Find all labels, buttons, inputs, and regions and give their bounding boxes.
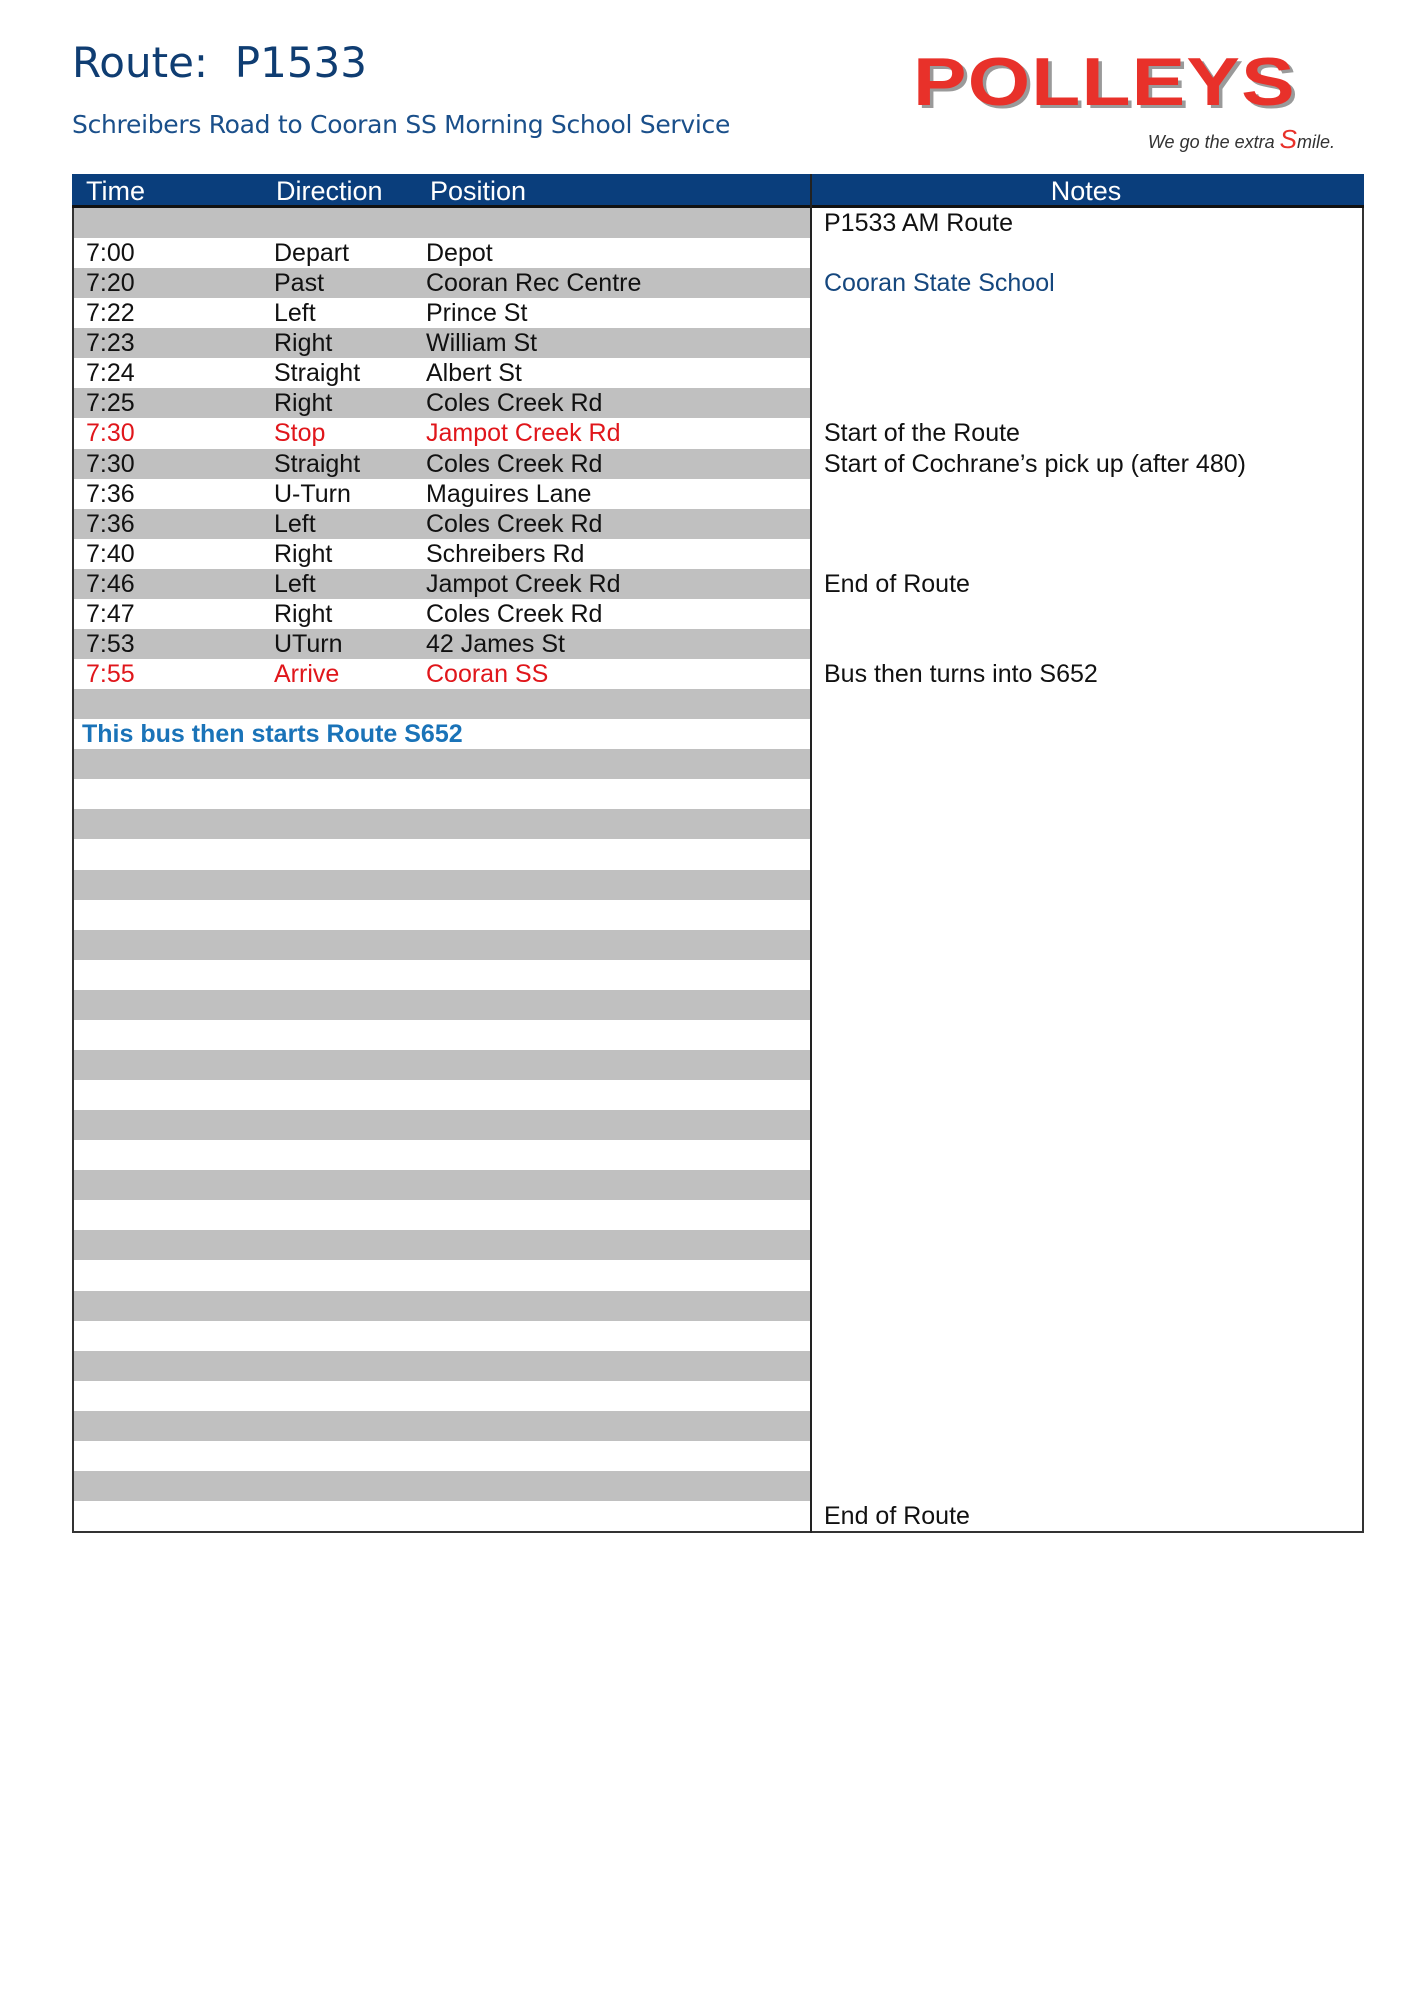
column-header-time: Time	[86, 176, 145, 206]
time-cell: 7:20	[86, 269, 135, 298]
time-cell: 7:23	[86, 329, 135, 358]
time-cell: 7:53	[86, 629, 135, 658]
empty-row	[74, 1170, 810, 1200]
note: End of Route	[824, 1502, 970, 1530]
direction-cell: Straight	[274, 449, 361, 478]
empty-row	[74, 1230, 810, 1260]
direction-cell: Right	[274, 539, 333, 568]
table-row	[74, 268, 810, 298]
time-cell: 7:24	[86, 359, 135, 388]
position-cell: Coles Creek Rd	[426, 449, 603, 478]
note: End of Route	[824, 569, 970, 598]
position-cell: Schreibers Rd	[426, 539, 585, 568]
table-row	[74, 388, 810, 418]
table-row	[74, 689, 810, 719]
empty-row	[74, 1441, 810, 1471]
column-header-direction: Direction	[276, 176, 383, 206]
table-row	[74, 298, 810, 328]
time-cell: 7:30	[86, 419, 135, 448]
empty-row	[74, 900, 810, 930]
column-header-position: Position	[430, 176, 527, 206]
direction-cell: Depart	[274, 239, 350, 268]
position-cell: Cooran SS	[426, 660, 549, 689]
empty-row	[74, 990, 810, 1020]
direction-cell: Straight	[274, 359, 361, 388]
table-row	[74, 629, 810, 659]
table-row	[74, 599, 810, 629]
route-table	[72, 174, 1364, 1533]
next-route-banner: This bus then starts Route S652	[82, 720, 463, 749]
logo-tagline	[1148, 124, 1335, 155]
empty-row	[74, 749, 810, 779]
time-cell: 7:40	[86, 539, 135, 568]
table-row	[74, 509, 810, 539]
empty-row	[74, 1080, 810, 1110]
note: Bus then turns into S652	[824, 660, 1098, 689]
direction-cell: Left	[274, 509, 316, 538]
table-row	[74, 449, 810, 479]
column-header-notes: Notes	[1050, 176, 1122, 206]
position-cell: Coles Creek Rd	[426, 389, 603, 418]
direction-cell: Right	[274, 599, 333, 628]
empty-row	[74, 960, 810, 990]
empty-row	[74, 1321, 810, 1351]
polleys-logo	[905, 44, 1365, 158]
position-cell: Albert St	[426, 359, 522, 388]
direction-cell: Left	[274, 569, 316, 598]
table-row	[74, 569, 810, 599]
empty-row	[74, 1351, 810, 1381]
position-cell: Maguires Lane	[426, 479, 592, 508]
empty-row	[74, 1110, 810, 1140]
direction-cell: Past	[274, 269, 325, 298]
page-subtitle: Schreibers Road to Cooran SS Morning School Service	[72, 110, 731, 139]
empty-row	[74, 1140, 810, 1170]
table-row	[74, 208, 810, 238]
logo-wordmark: POLLEYS	[913, 44, 1296, 120]
direction-cell: UTurn	[274, 629, 343, 658]
empty-row	[74, 1291, 810, 1321]
table-row	[74, 659, 810, 689]
time-cell: 7:25	[86, 389, 135, 418]
note: P1533 AM Route	[824, 209, 1014, 237]
time-cell: 7:00	[86, 239, 135, 268]
table-row	[74, 418, 810, 448]
tagline-smile-s: S	[1279, 124, 1297, 154]
tagline-suffix: mile.	[1296, 132, 1335, 152]
table-row	[74, 238, 810, 268]
empty-row	[74, 1471, 810, 1501]
position-cell: Cooran Rec Centre	[426, 269, 642, 298]
route-steps	[74, 208, 810, 1531]
table-row	[74, 358, 810, 388]
table-row	[74, 539, 810, 569]
note: Start of the Route	[824, 419, 1020, 448]
position-cell: Depot	[426, 239, 493, 268]
empty-row	[74, 1381, 810, 1411]
empty-row	[74, 839, 810, 869]
empty-row	[74, 809, 810, 839]
time-cell: 7:47	[86, 599, 135, 628]
empty-row	[74, 930, 810, 960]
tagline-prefix: We go the extra	[1147, 132, 1280, 152]
position-cell: Jampot Creek Rd	[426, 569, 621, 598]
direction-cell: Stop	[274, 419, 326, 448]
time-cell: 7:30	[86, 449, 135, 478]
notes-column	[812, 208, 1364, 1531]
empty-row	[74, 1501, 810, 1531]
position-cell: Coles Creek Rd	[426, 509, 603, 538]
time-cell: 7:55	[86, 660, 135, 689]
empty-row	[74, 1020, 810, 1050]
table-header	[72, 174, 1364, 208]
position-cell: Coles Creek Rd	[426, 599, 603, 628]
table-row	[74, 479, 810, 509]
empty-row	[74, 779, 810, 809]
empty-row	[74, 1050, 810, 1080]
table-row	[74, 328, 810, 358]
direction-cell: U-Turn	[274, 479, 351, 508]
direction-cell: Right	[274, 389, 333, 418]
empty-row	[74, 870, 810, 900]
next-route-banner-row	[74, 719, 810, 749]
time-cell: 7:36	[86, 479, 135, 508]
direction-cell: Left	[274, 299, 316, 328]
time-cell: 7:46	[86, 569, 135, 598]
page-title: Route: P1533	[72, 38, 367, 87]
note: Start of Cochrane’s pick up (after 480)	[824, 449, 1246, 478]
direction-cell: Arrive	[274, 660, 340, 689]
time-cell: 7:22	[86, 299, 135, 328]
empty-row	[74, 1260, 810, 1290]
direction-cell: Right	[274, 329, 333, 358]
position-cell: 42 James St	[426, 629, 565, 658]
position-cell: Prince St	[426, 299, 528, 328]
note: Cooran State School	[824, 269, 1055, 298]
empty-row	[74, 1411, 810, 1441]
time-cell: 7:36	[86, 509, 135, 538]
position-cell: Jampot Creek Rd	[426, 419, 621, 448]
position-cell: William St	[426, 329, 538, 358]
empty-row	[74, 1200, 810, 1230]
